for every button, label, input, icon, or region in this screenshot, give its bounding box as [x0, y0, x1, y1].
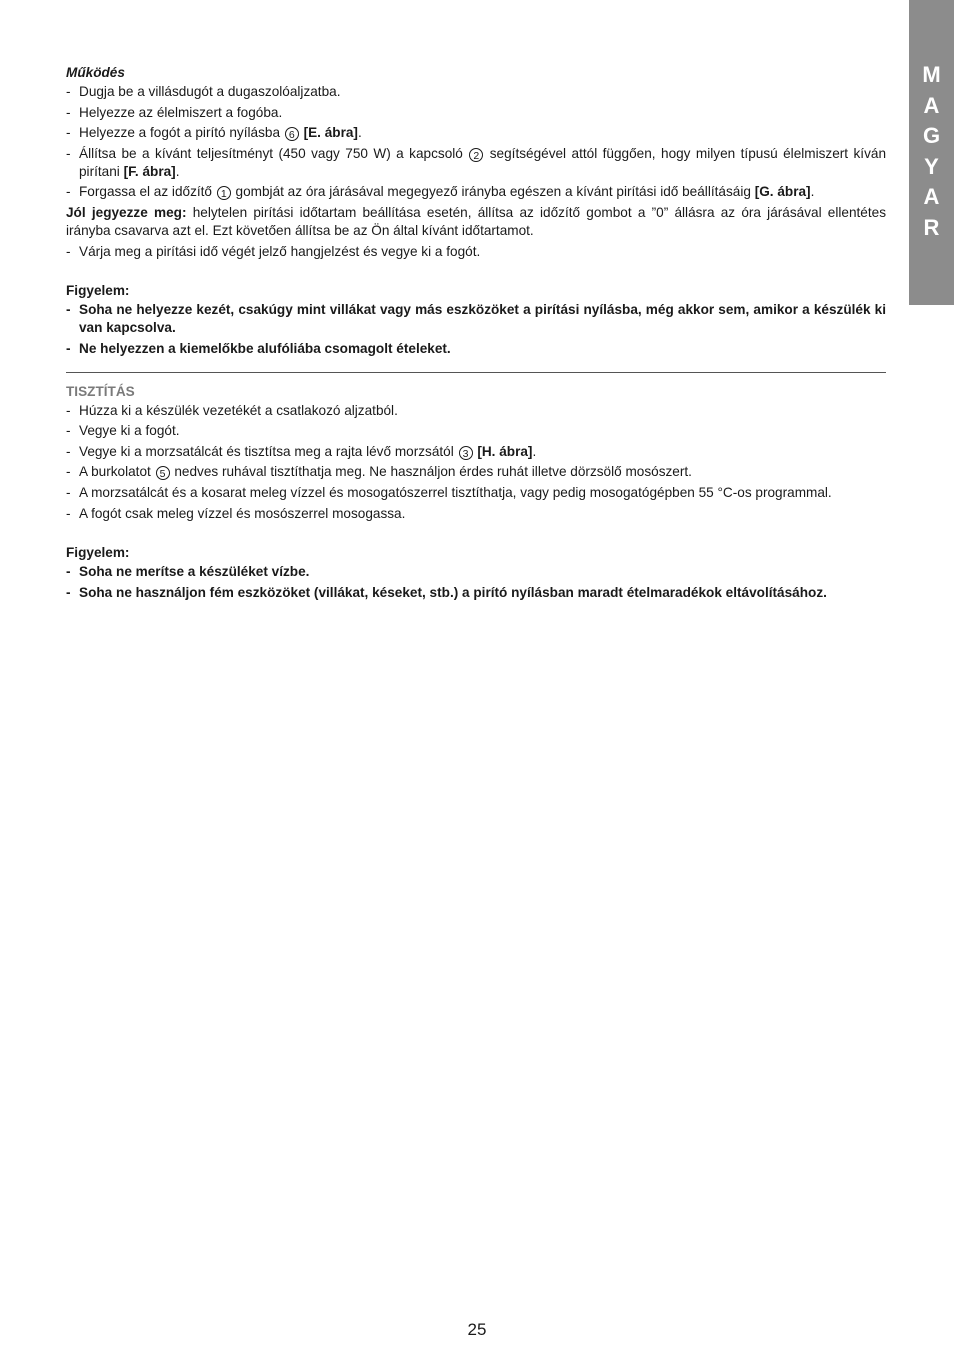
warning-heading: Figyelem: [66, 545, 130, 561]
list-item: - Soha ne merítse a készüléket vízbe. [66, 563, 886, 581]
page-content [66, 64, 886, 605]
list-item: - Ne helyezzen a kiemelőkbe alufóliába csomagolt ételeket. [66, 340, 886, 358]
cleaning-heading: TISZTÍTÁS [66, 383, 135, 399]
list-item: - A fogót csak meleg vízzel és mosószerrel mosogassa. [66, 505, 886, 523]
language-tab-letter: R [923, 214, 940, 240]
part-number-badge: 1 [217, 186, 231, 200]
list-item: - Helyezze a fogót a pirító nyílásba 6 [E. ábra]. [66, 124, 886, 142]
figure-ref: [G. ábra] [754, 184, 811, 200]
section-divider [66, 372, 886, 373]
part-number-badge: 3 [459, 446, 473, 460]
warning-list [66, 563, 886, 602]
list-item: - Soha ne helyezze kezét, csakúgy mint villákat vagy más eszközöket a pirítási nyílásba, még akkor sem, amikor a készülék ki van kapcsolva. [66, 301, 886, 337]
list-item: - Húzza ki a készülék vezetékét a csatlakozó aljzatból. [66, 402, 886, 420]
list-item: - Várja meg a pirítási idő végét jelző hangjelzést és vegye ki a fogót. [66, 243, 886, 261]
list-item: - A burkolatot 5 nedves ruhával tisztíthatja meg. Ne használjon érdes ruhát illetve dörzsölő mosószert. [66, 463, 886, 481]
list-item: - A morzsatálcát és a kosarat meleg vízzel és mosogatószerrel tisztíthatja, vagy pedig mosogatógépben 55 °C-os programmal. [66, 484, 886, 502]
language-tab [909, 0, 954, 305]
page-number: 25 [467, 1320, 487, 1339]
part-number-badge: 2 [469, 148, 483, 162]
list-item: - Állítsa be a kívánt teljesítményt (450 vagy 750 W) a kapcsoló 2 segítségével attól függően, hogy milyen típusú élelmiszert kíván pirítani [F. ábra]. [66, 145, 886, 181]
warning-list [66, 301, 886, 358]
list-item: - Soha ne használjon fém eszközöket (villákat, késeket, stb.) a pirító nyílásban maradt ételmaradékok eltávolításához. [66, 584, 886, 602]
language-tab-letter: M [922, 62, 941, 87]
list-item: - Forgassa el az időzítő 1 gombját az óra járásával megegyező irányba egészen a kívánt pirítási idő beállításáig [G. ábra]. [66, 183, 886, 201]
list-item: - Dugja be a villásdugót a dugaszolóaljzatba. [66, 83, 886, 101]
part-number-badge: 5 [156, 466, 170, 480]
list-item: - Helyezze az élelmiszert a fogóba. [66, 104, 886, 122]
language-tab-letter: Y [924, 153, 939, 179]
note-paragraph: Jól jegyezze meg: helytelen pirítási időtartam beállítása esetén, állítsa az időzítő gombot a ”0” állásra az óra járásával ellentétes irányba csavarva azt el. Ezt követően állítsa be az Ön által kívánt időtartamot. [66, 205, 887, 238]
operation-list [66, 83, 886, 201]
part-number-badge: 6 [285, 127, 299, 141]
language-tab-letter: A [923, 184, 940, 209]
figure-ref: [H. ábra] [477, 443, 533, 459]
list-item: - Vegye ki a morzsatálcát és tisztítsa meg a rajta lévő morzsától 3 [H. ábra]. [66, 443, 886, 461]
language-tab-letter: A [923, 92, 940, 118]
figure-ref: [F. ábra] [123, 163, 176, 179]
note-label: Jól jegyezze meg: [66, 205, 187, 220]
warning-heading: Figyelem: [66, 283, 130, 299]
list-item: - Vegye ki a fogót. [66, 422, 886, 440]
operation-heading: Működés [66, 65, 125, 80]
operation-list-end [66, 243, 886, 261]
cleaning-list [66, 402, 886, 523]
figure-ref: [E. ábra] [303, 125, 358, 141]
language-tab-letter: G [922, 123, 941, 148]
